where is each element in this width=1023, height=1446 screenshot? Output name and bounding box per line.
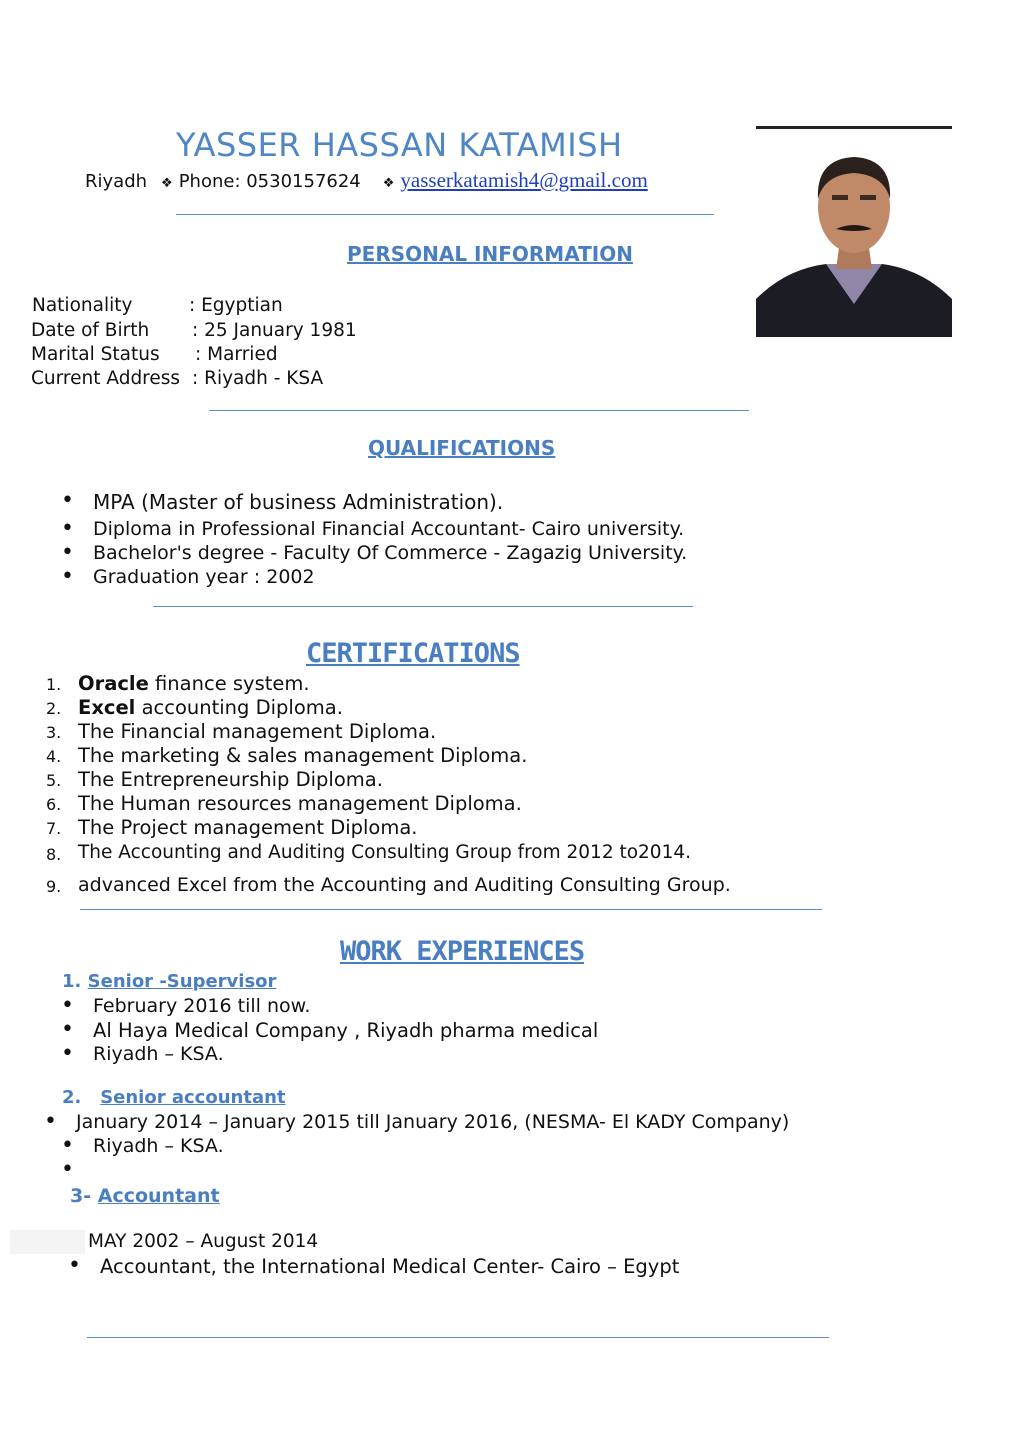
- certification-item: [46, 696, 343, 719]
- highlight-block: [10, 1230, 85, 1254]
- candidate-name: YASSER HASSAN KATAMISH: [176, 126, 623, 164]
- email-link[interactable]: yasserkatamish4@gmail.com: [400, 168, 648, 192]
- job-title: [62, 971, 276, 992]
- certification-item: [46, 720, 437, 743]
- cert-bold: Excel: [78, 696, 136, 719]
- list-number: 8.: [46, 845, 62, 864]
- section-title-work-experiences: WORK EXPERIENCES: [340, 936, 585, 967]
- diamond-bullet-icon: ❖: [161, 176, 173, 191]
- qualification-item: • MPA (Master of business Administration).: [93, 490, 503, 514]
- job-number: 2.: [62, 1087, 82, 1108]
- job-title-text: Senior -Supervisor: [87, 971, 277, 992]
- dob-label: Date of Birth: [31, 320, 150, 341]
- list-number: 9.: [46, 877, 62, 896]
- cert-text: The Accounting and Auditing Consulting Group from 2012 to2014.: [78, 842, 692, 863]
- address-value: : Riyadh - KSA: [192, 368, 324, 389]
- nationality-label: Nationality: [32, 295, 133, 316]
- job-number: 1.: [62, 971, 82, 992]
- list-number: 3.: [46, 723, 62, 742]
- job-detail: • Riyadh – KSA.: [93, 1043, 224, 1065]
- job-detail: • January 2014 – January 2015 till January 2016, (NESMA- El KADY Company): [76, 1111, 789, 1133]
- job-period: MAY 2002 – August 2014: [88, 1231, 319, 1252]
- job-detail: • Accountant, the International Medical Center- Cairo – Egypt: [100, 1255, 679, 1278]
- list-number: 2.: [46, 699, 62, 718]
- divider: [87, 1337, 829, 1338]
- list-number: 6.: [46, 795, 62, 814]
- divider: [176, 214, 714, 215]
- address-label: Current Address: [31, 368, 181, 389]
- certification-item: [46, 744, 528, 767]
- job-title: [70, 1185, 220, 1207]
- marital-status-value: : Married: [195, 344, 278, 365]
- section-title-certifications: CERTIFICATIONS: [306, 638, 520, 669]
- certification-item: [46, 768, 383, 791]
- qualification-item: • Graduation year : 2002: [93, 566, 315, 588]
- cert-text: The Project management Diploma.: [78, 816, 418, 839]
- cert-text: accounting Diploma.: [135, 696, 343, 719]
- dob-value: : 25 January 1981: [192, 320, 357, 341]
- list-number: 7.: [46, 819, 62, 838]
- contact-line: [85, 168, 648, 193]
- person-portrait-icon: [756, 129, 952, 337]
- qualification-item: • Bachelor's degree - Faculty Of Commerce - Zagazig University.: [93, 542, 687, 564]
- section-title-personal-information: PERSONAL INFORMATION: [347, 242, 633, 266]
- job-title-text: Accountant: [97, 1185, 220, 1207]
- cert-text: The Financial management Diploma.: [78, 720, 437, 743]
- diamond-bullet-icon: ❖: [382, 176, 395, 191]
- job-title-text: Senior accountant: [100, 1087, 286, 1108]
- cert-text: advanced Excel from the Accounting and Auditing Consulting Group.: [78, 874, 731, 896]
- divider: [153, 606, 693, 607]
- certification-item: [46, 672, 310, 695]
- list-number: 4.: [46, 747, 62, 766]
- phone: Phone: 0530157624: [178, 171, 361, 192]
- cert-bold: Oracle: [78, 672, 149, 695]
- job-detail: • Al Haya Medical Company , Riyadh pharma medical: [93, 1019, 598, 1042]
- cert-text: The marketing & sales management Diploma.: [78, 744, 528, 767]
- certification-item: [46, 816, 418, 839]
- job-title: [62, 1087, 286, 1108]
- certification-item: [46, 842, 692, 864]
- divider: [80, 909, 822, 910]
- profile-photo: [756, 126, 952, 337]
- city: Riyadh: [85, 171, 148, 192]
- cert-text: finance system.: [148, 672, 310, 695]
- certification-item: [46, 874, 731, 896]
- list-number: 1.: [46, 675, 62, 694]
- job-number: 3-: [70, 1185, 92, 1207]
- cert-text: The Human resources management Diploma.: [78, 792, 522, 815]
- section-title-qualifications: QUALIFICATIONS: [368, 436, 556, 460]
- divider: [209, 410, 749, 411]
- certification-item: [46, 792, 522, 815]
- cert-text: The Entrepreneurship Diploma.: [78, 768, 383, 791]
- qualification-item: • Diploma in Professional Financial Accountant- Cairo university.: [93, 518, 684, 540]
- nationality-value: : Egyptian: [189, 295, 283, 316]
- marital-status-label: Marital Status: [31, 344, 160, 365]
- list-number: 5.: [46, 771, 62, 790]
- job-detail: • Riyadh – KSA.: [93, 1135, 224, 1157]
- job-detail: • February 2016 till now.: [93, 995, 310, 1017]
